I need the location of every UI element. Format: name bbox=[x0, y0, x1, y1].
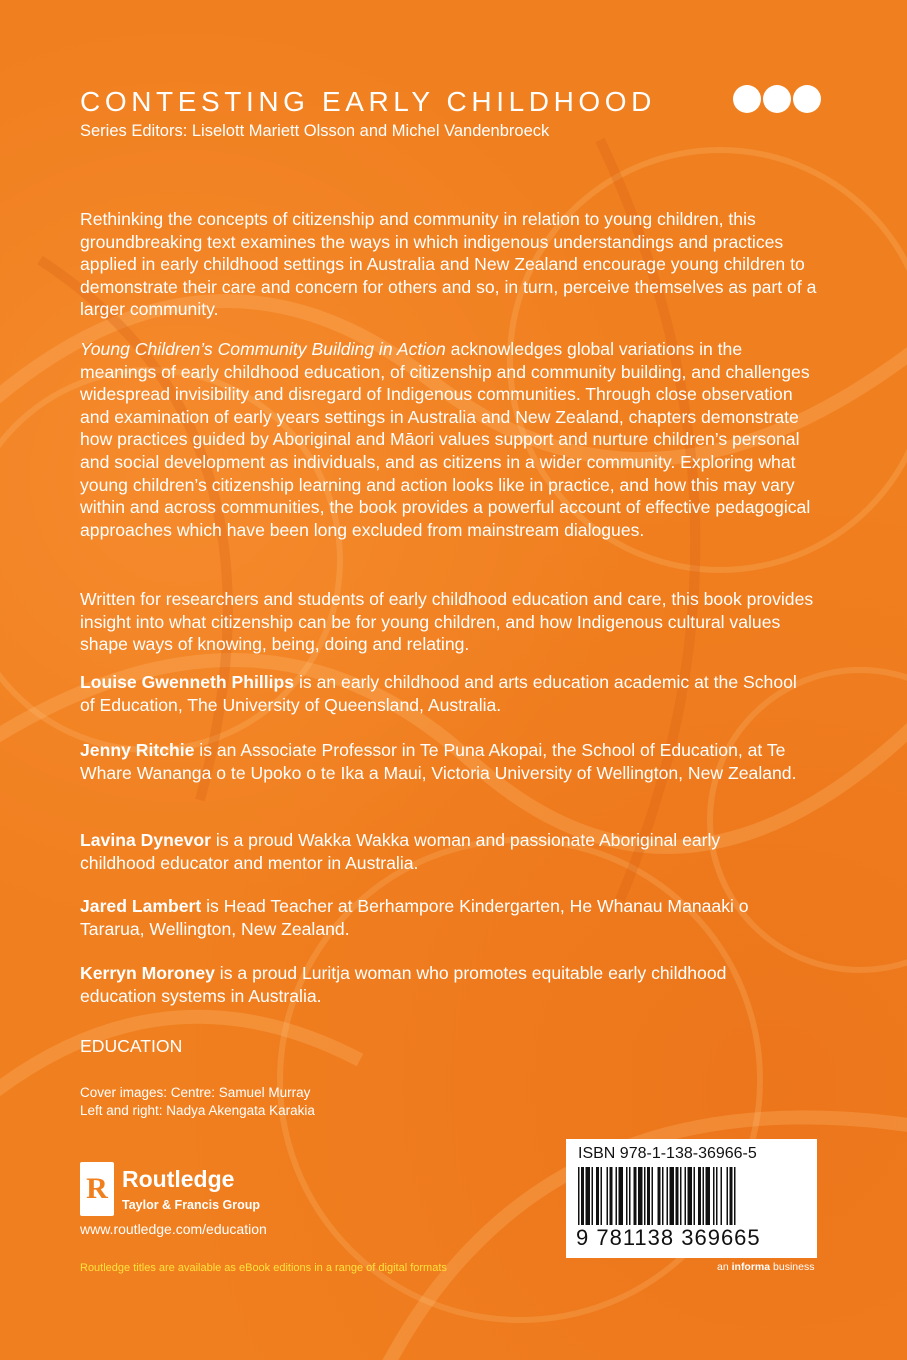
author-bio-text: is an early childhood and arts education academic at the School of Education, The University of Queensland, Australia. bbox=[80, 672, 797, 715]
subject-category: EDUCATION bbox=[80, 1036, 183, 1056]
series-editors: Series Editors: Liselott Mariett Olsson and Michel Vandenbroeck bbox=[80, 122, 550, 140]
author-bio bbox=[80, 739, 800, 784]
publisher-group: Taylor & Francis Group bbox=[122, 1198, 260, 1212]
author-bio bbox=[80, 829, 800, 874]
author-name: Lavina Dynevor bbox=[80, 830, 212, 850]
ebook-note: Routledge titles are available as eBook editions in a range of digital formats bbox=[80, 1262, 447, 1274]
cover-credits bbox=[80, 1084, 315, 1119]
informa-tagline bbox=[717, 1261, 814, 1273]
routledge-logo-icon: R bbox=[80, 1162, 114, 1216]
author-name: Jared Lambert bbox=[80, 896, 202, 916]
author-bio-text: is a proud Wakka Wakka woman and passionate Aboriginal early childhood educator and mentor in Australia. bbox=[80, 830, 721, 873]
informa-brand: informa bbox=[731, 1261, 771, 1273]
publisher-url[interactable]: www.routledge.com/education bbox=[80, 1221, 267, 1237]
blurb-paragraph-1 bbox=[80, 208, 820, 321]
book-title-italic: Young Children’s Community Building in Action bbox=[80, 339, 446, 359]
author-bio-text: is a proud Luritja woman who promotes equitable early childhood education systems in Australia. bbox=[80, 963, 727, 1006]
author-name: Louise Gwenneth Phillips bbox=[80, 672, 295, 692]
informa-suffix: business bbox=[770, 1261, 815, 1273]
author-name: Kerryn Moroney bbox=[80, 963, 215, 983]
isbn-barcode bbox=[566, 1139, 817, 1258]
isbn-label: ISBN 978-1-138-36966-5 bbox=[578, 1145, 757, 1162]
credit-line: Left and right: Nadya Akengata Karakia bbox=[80, 1102, 315, 1118]
blurb-text: Rethinking the concepts of citizenship and community in relation to young children, this groundbreaking text examines the ways in which indigenous understandings and practices applied in early childhood settings in Australia and New Zealand encourage young children to demonstrate their care and concern for others and so, in turn, perceive themselves as part of a larger community. bbox=[80, 209, 817, 320]
informa-prefix: an bbox=[717, 1261, 732, 1273]
author-bio bbox=[80, 671, 800, 716]
barcode-icon bbox=[578, 1167, 806, 1225]
series-dot bbox=[763, 85, 791, 113]
author-bio-text: is Head Teacher at Berhampore Kindergarten, He Whanau Manaaki o Tararua, Wellington, New Zealand. bbox=[80, 896, 749, 939]
credit-line: Cover images: Centre: Samuel Murray bbox=[80, 1085, 311, 1100]
series-title: CONTESTING EARLY CHILDHOOD bbox=[80, 86, 656, 117]
series-dot bbox=[793, 85, 821, 113]
author-bio bbox=[80, 962, 800, 1007]
author-name: Jenny Ritchie bbox=[80, 740, 195, 760]
author-bio bbox=[80, 895, 800, 940]
blurb-paragraph-3 bbox=[80, 588, 820, 656]
author-bio-text: is an Associate Professor in Te Puna Akopai, the School of Education, at Te Whare Wananga o te Upoko o te Ika a Maui, Victoria University of Wellington, New Zealand. bbox=[80, 740, 797, 783]
blurb-text: Written for researchers and students of early childhood education and care, this book provides insight into what citizenship can be for young children, and how Indigenous cultural values shape ways of knowing, being, doing and relating. bbox=[80, 589, 814, 655]
series-logo-dots bbox=[733, 85, 821, 113]
publisher-name: Routledge bbox=[122, 1166, 235, 1192]
blurb-paragraph-2 bbox=[80, 338, 820, 541]
blurb-text: acknowledges global variations in the meanings of early childhood education, of citizenship and community building, and challenges widespread invisibility and disregard of Indigenous communities. Through close observation and examination of early years settings in Australia and New Zealand, chapters demonstrate how practices guided by Aboriginal and Māori values support and nurture children’s personal and social development as individuals, and as citizens in a wider community. Exploring what young children’s citizenship learning and action looks like in practice, and how this may vary within and across communities, the book provides a powerful account of effective pedagogical approaches which have been long excluded from mainstream dialogues. bbox=[80, 339, 811, 540]
series-dot bbox=[733, 85, 761, 113]
isbn-digits: 9 781138 369665 bbox=[576, 1225, 761, 1250]
